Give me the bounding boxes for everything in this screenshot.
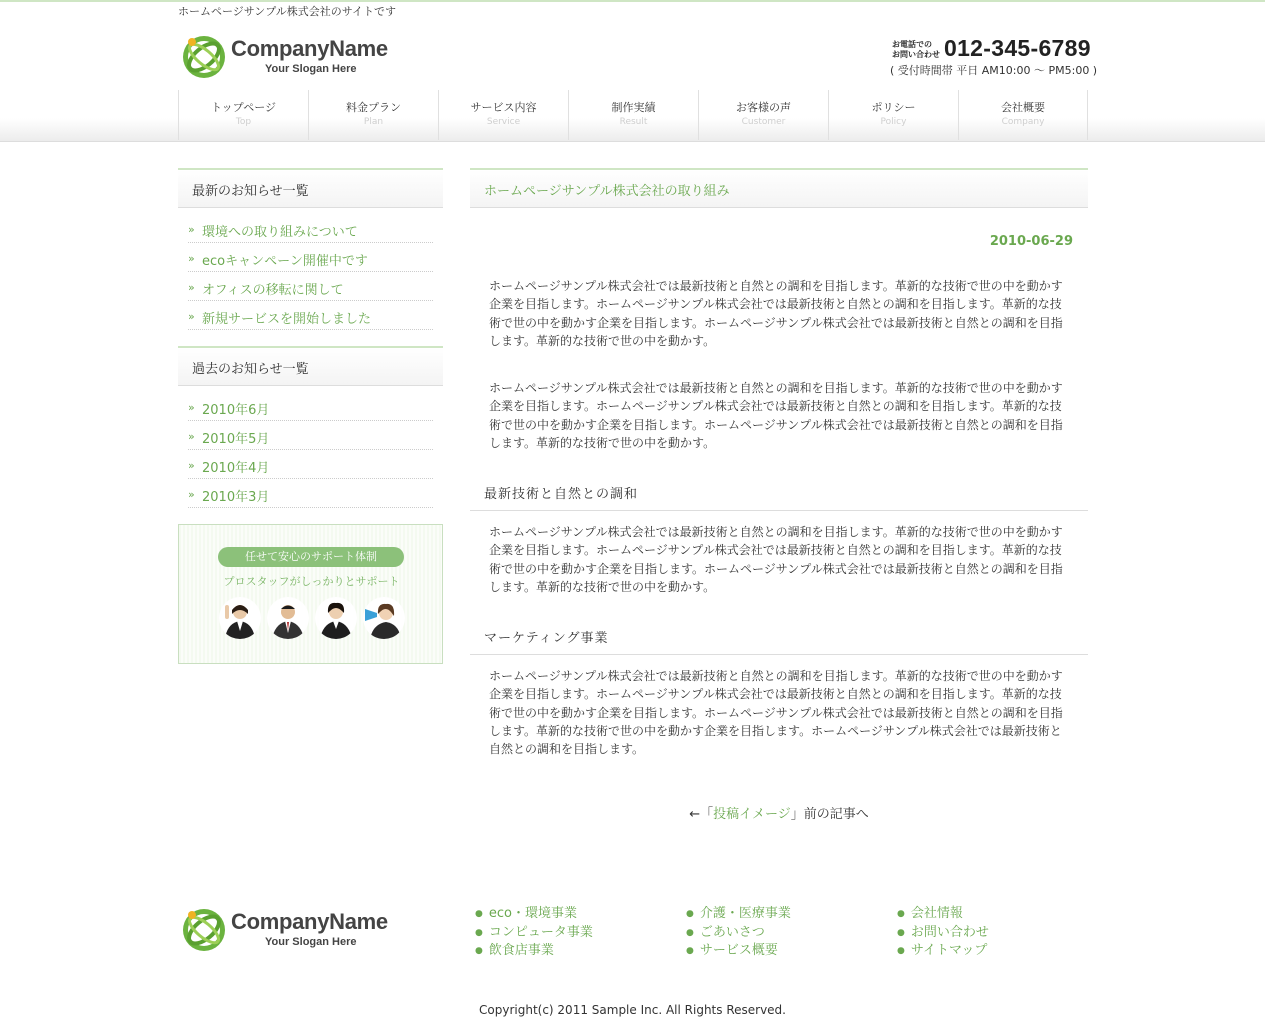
nav-item-plan[interactable]: 料金プラン Plan bbox=[308, 90, 438, 140]
nav-item-company[interactable]: 会社概要 Company bbox=[958, 90, 1088, 140]
archive-item[interactable]: » 2010年3月 bbox=[188, 479, 433, 508]
archive-item[interactable]: » 2010年5月 bbox=[188, 421, 433, 450]
past-news-title: 過去のお知らせ一覧 bbox=[178, 346, 443, 386]
footer-link[interactable]: ● 会社情報 bbox=[897, 906, 963, 921]
footer-link[interactable]: ● 飲食店事業 bbox=[475, 943, 554, 958]
logo-mark-icon bbox=[181, 33, 227, 79]
phone-hours: ( 受付時間帯 平日 AM10:00 〜 PM5:00 ) bbox=[890, 64, 1098, 77]
footer-link[interactable]: ● サービス概要 bbox=[686, 943, 778, 958]
company-slogan: Your Slogan Here bbox=[265, 62, 357, 75]
staff-photo-icon bbox=[267, 597, 309, 639]
article-paragraph: ホームページサンプル株式会社では最新技術と自然との調和を目指します。革新的な技術で世の中を動かす企業を目指します。ホームページサンプル株式会社では最新技術と自然との調和を目指します。革新的な技術で世の中を動かす企業を目指します。ホームページサンプル株式会社では最新技術と自然との調和を目指します。革新的な技術で世の中を動かす。 bbox=[489, 381, 1063, 450]
footer-link[interactable]: ● 介護・医療事業 bbox=[686, 906, 791, 921]
article-date: 2010-06-29 bbox=[989, 234, 1073, 249]
latest-news-item[interactable]: » 新規サービスを開始しました bbox=[188, 301, 433, 330]
phone-label: お電話での お問い合わせ bbox=[892, 40, 940, 59]
staff-photo-icon bbox=[219, 597, 261, 639]
footer-logo[interactable] bbox=[181, 906, 388, 952]
footer-company-name: CompanyName bbox=[231, 908, 388, 934]
article-paragraph: ホームページサンプル株式会社では最新技術と自然との調和を目指します。革新的な技術で世の中を動かす企業を目指します。ホームページサンプル株式会社では最新技術と自然との調和を目指します。革新的な技術で世の中を動かす企業を目指します。ホームページサンプル株式会社では最新技術と自然との調和を目指します。革新的な技術で世の中を動かす企業を目指します。ホームページサンプル株式会社では最新技術と自然との調和を目指します。 bbox=[489, 669, 1063, 757]
past-news-box bbox=[178, 346, 443, 508]
latest-news-item[interactable]: » オフィスの移転に関して bbox=[188, 272, 433, 301]
footer-link[interactable]: ● eco・環境事業 bbox=[475, 906, 577, 921]
support-title: 任せて安心のサポート体制 bbox=[218, 547, 404, 567]
nav-item-service[interactable]: サービス内容 Service bbox=[438, 90, 568, 140]
site-tagline: ホームページサンプル株式会社のサイトです bbox=[178, 5, 397, 18]
nav-item-customer[interactable]: お客様の声 Customer bbox=[698, 90, 828, 140]
article-paragraph: ホームページサンプル株式会社では最新技術と自然との調和を目指します。革新的な技術で世の中を動かす企業を目指します。ホームページサンプル株式会社では最新技術と自然との調和を目指します。革新的な技術で世の中を動かす企業を目指します。ホームページサンプル株式会社では最新技術と自然との調和を目指します。革新的な技術で世の中を動かす。 bbox=[489, 525, 1063, 594]
nav-item-top[interactable]: トップページ Top bbox=[178, 90, 308, 140]
staff-photo-icon bbox=[315, 597, 357, 639]
global-nav bbox=[178, 90, 1088, 140]
support-banner[interactable] bbox=[178, 524, 443, 664]
site-logo[interactable] bbox=[181, 33, 388, 79]
support-subtitle: プロスタッフがしっかりとサポート bbox=[223, 575, 400, 588]
prev-post-link[interactable]: 投稿イメージ bbox=[713, 807, 791, 822]
article-paragraph: ホームページサンプル株式会社では最新技術と自然との調和を目指します。革新的な技術で世の中を動かす企業を目指します。ホームページサンプル株式会社では最新技術と自然との調和を目指します。革新的な技術で世の中を動かす企業を目指します。ホームページサンプル株式会社では最新技術と自然との調和を目指します。革新的な技術で世の中を動かす。 bbox=[489, 279, 1063, 348]
nav-item-result[interactable]: 制作実績 Result bbox=[568, 90, 698, 140]
company-name: CompanyName bbox=[231, 35, 388, 61]
footer-link[interactable]: ● ごあいさつ bbox=[686, 924, 765, 940]
footer-links-col2 bbox=[686, 905, 791, 961]
footer-link[interactable]: ● お問い合わせ bbox=[897, 924, 989, 940]
footer-slogan: Your Slogan Here bbox=[265, 935, 357, 948]
article-title: ホームページサンプル株式会社の取り組み bbox=[470, 168, 1088, 208]
article-subheading: マーケティング事業 bbox=[470, 627, 1088, 655]
footer-link[interactable]: ● コンピュータ事業 bbox=[475, 924, 593, 940]
latest-news-box bbox=[178, 168, 443, 330]
copyright: Copyright(c) 2011 Sample Inc. All Rights Reserved. bbox=[479, 1003, 786, 1017]
prev-post-nav: ←「投稿イメージ」前の記事へ bbox=[689, 807, 869, 822]
archive-item[interactable]: » 2010年6月 bbox=[188, 392, 433, 421]
staff-photo-icon bbox=[363, 597, 405, 639]
footer-link[interactable]: ● サイトマップ bbox=[897, 943, 988, 958]
nav-item-policy[interactable]: ポリシー Policy bbox=[828, 90, 958, 140]
latest-news-item[interactable]: » 環境への取り組みについて bbox=[188, 214, 433, 243]
latest-news-title: 最新のお知らせ一覧 bbox=[178, 168, 443, 208]
archive-item[interactable]: » 2010年4月 bbox=[188, 450, 433, 479]
article-subheading: 最新技術と自然との調和 bbox=[470, 483, 1088, 511]
logo-mark-icon bbox=[181, 906, 227, 952]
phone-number[interactable]: 012-345-6789 bbox=[944, 35, 1091, 61]
footer-links-col1 bbox=[475, 905, 593, 961]
footer-links-col3 bbox=[897, 905, 989, 961]
latest-news-item[interactable]: » ecoキャンペーン開催中です bbox=[188, 243, 433, 272]
